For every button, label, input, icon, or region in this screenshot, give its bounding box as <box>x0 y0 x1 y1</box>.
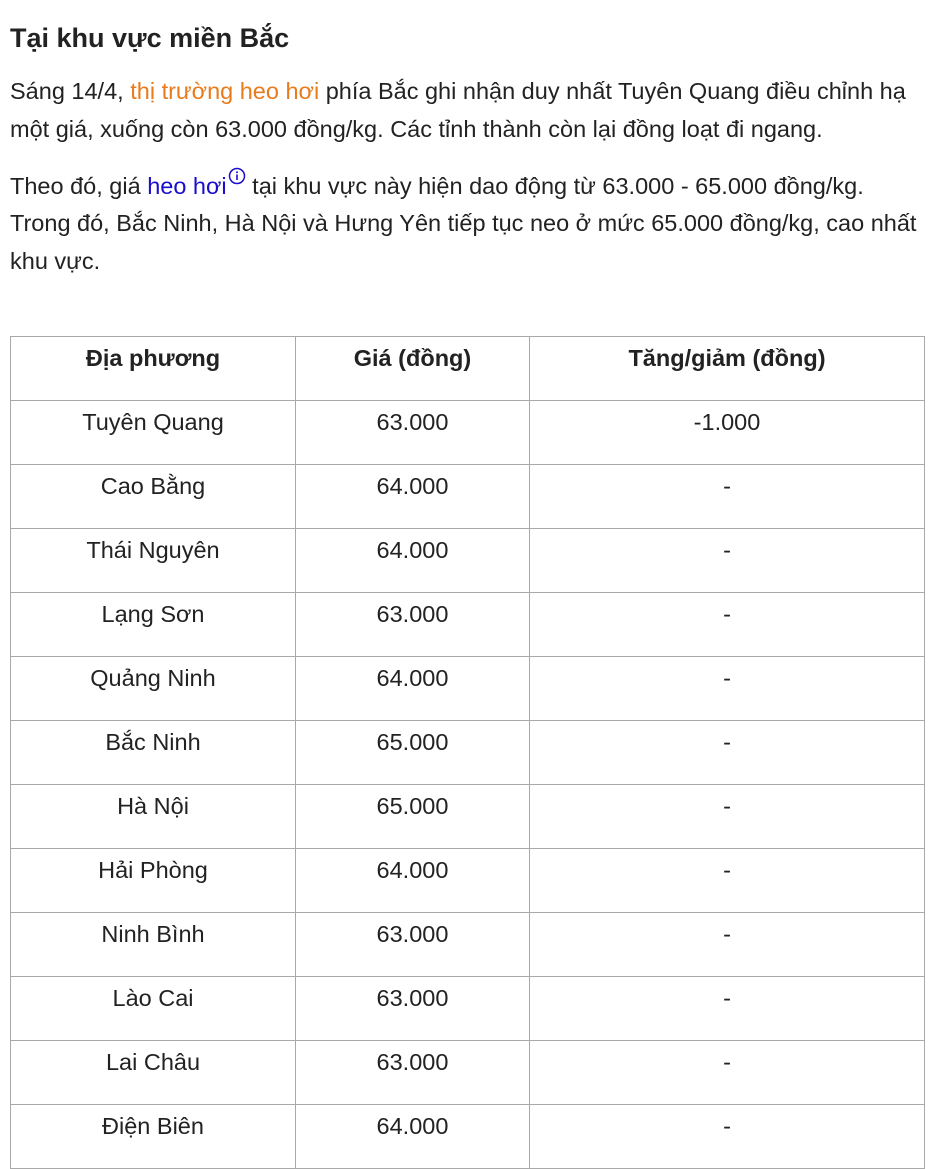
paragraph-1-suffix: phía Bắc ghi nhận duy nhất Tuyên Quang điều chỉnh hạ một giá, xuống còn 63.000 đồng/kg. Các tỉnh thành còn lại đồng loạt đi ngang. <box>10 78 906 142</box>
article-section <box>10 0 924 280</box>
live-pig-link[interactable]: heo hơi <box>147 172 227 199</box>
header-price: Giá (đồng) <box>296 337 530 401</box>
change-cell: - <box>530 529 925 593</box>
locality-cell: Lai Châu <box>11 1041 296 1105</box>
price-cell: 63.000 <box>296 913 530 977</box>
table-body <box>11 401 925 1169</box>
change-cell: - <box>530 721 925 785</box>
price-cell: 64.000 <box>296 1105 530 1169</box>
market-link[interactable]: thị trường heo hơi <box>130 78 320 104</box>
locality-cell: Quảng Ninh <box>11 657 296 721</box>
locality-cell: Ninh Bình <box>11 913 296 977</box>
table-row <box>11 849 925 913</box>
price-cell: 65.000 <box>296 785 530 849</box>
table-header-row <box>11 337 925 401</box>
paragraph-1-prefix: Sáng 14/4, <box>10 78 131 104</box>
section-heading: Tại khu vực miền Bắc <box>10 23 290 53</box>
change-cell: - <box>530 913 925 977</box>
price-cell: 63.000 <box>296 593 530 657</box>
change-cell: - <box>530 849 925 913</box>
price-cell: 63.000 <box>296 977 530 1041</box>
change-cell: - <box>530 977 925 1041</box>
header-change: Tăng/giảm (đồng) <box>530 337 925 401</box>
locality-cell: Tuyên Quang <box>11 401 296 465</box>
table-row <box>11 529 925 593</box>
table-row <box>11 657 925 721</box>
price-cell: 65.000 <box>296 721 530 785</box>
locality-cell: Lào Cai <box>11 977 296 1041</box>
paragraph-2-suffix: tại khu vực này hiện dao động từ 63.000 - 65.000 đồng/kg. Trong đó, Bắc Ninh, Hà Nội và Hưng Yên tiếp tục neo ở mức 65.000 đồng/kg, cao nhất khu vực. <box>10 172 917 274</box>
locality-cell: Điện Biên <box>11 1105 296 1169</box>
info-circle-icon[interactable] <box>228 167 246 185</box>
table-row <box>11 785 925 849</box>
price-cell: 63.000 <box>296 401 530 465</box>
table-row <box>11 401 925 465</box>
locality-cell: Hà Nội <box>11 785 296 849</box>
price-cell: 63.000 <box>296 1041 530 1105</box>
table-row <box>11 465 925 529</box>
locality-cell: Bắc Ninh <box>11 721 296 785</box>
paragraph-2 <box>10 167 924 280</box>
paragraph-2-prefix: Theo đó, giá <box>10 172 148 199</box>
header-locality: Địa phương <box>11 337 296 401</box>
price-cell: 64.000 <box>296 657 530 721</box>
change-cell: - <box>530 1041 925 1105</box>
price-cell: 64.000 <box>296 529 530 593</box>
change-cell: - <box>530 785 925 849</box>
locality-cell: Hải Phòng <box>11 849 296 913</box>
change-cell: -1.000 <box>530 401 925 465</box>
change-cell: - <box>530 465 925 529</box>
locality-cell: Thái Nguyên <box>11 529 296 593</box>
table-row <box>11 1041 925 1105</box>
paragraph-1 <box>10 73 924 148</box>
table-row <box>11 721 925 785</box>
locality-cell: Cao Bằng <box>11 465 296 529</box>
change-cell: - <box>530 1105 925 1169</box>
table-row <box>11 593 925 657</box>
price-cell: 64.000 <box>296 849 530 913</box>
table-row <box>11 977 925 1041</box>
price-table <box>10 336 925 1169</box>
change-cell: - <box>530 657 925 721</box>
table-row <box>11 1105 925 1169</box>
change-cell: - <box>530 593 925 657</box>
price-cell: 64.000 <box>296 465 530 529</box>
locality-cell: Lạng Sơn <box>11 593 296 657</box>
table-row <box>11 913 925 977</box>
